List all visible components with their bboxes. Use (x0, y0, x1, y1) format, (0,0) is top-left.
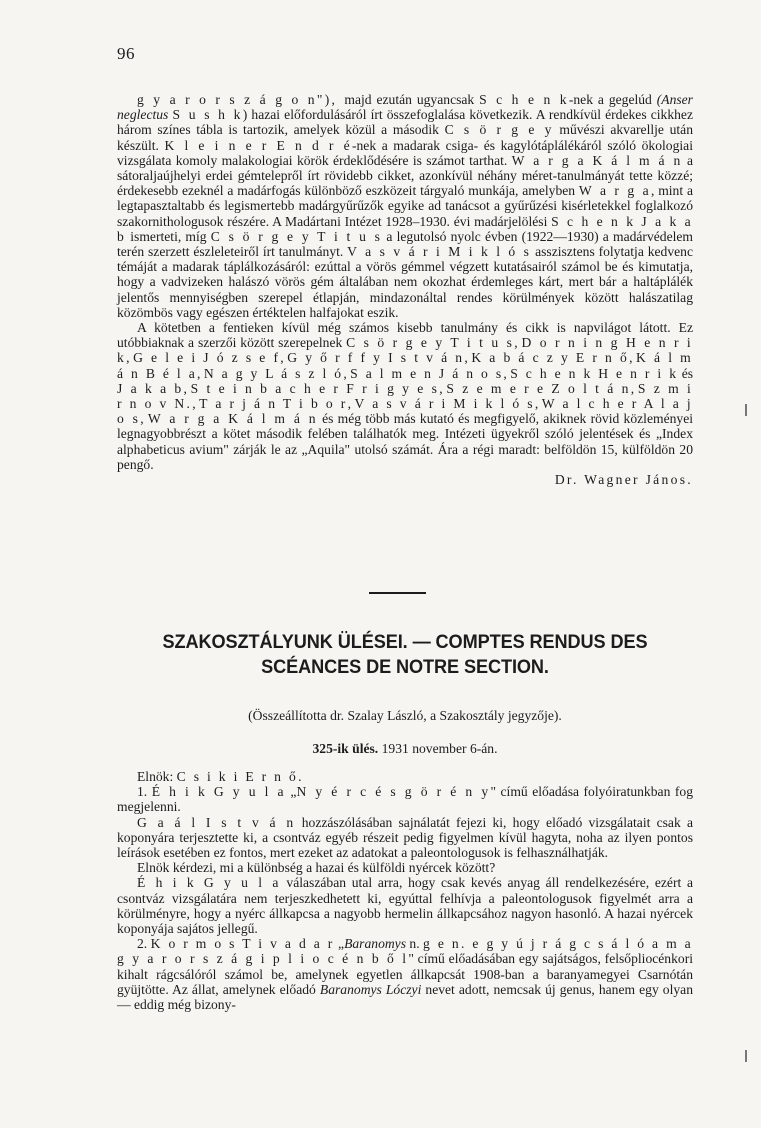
text-run: S c h e n k J a k a b (117, 213, 693, 244)
text-run: , (503, 365, 511, 381)
text-run: K o r m o s T i v a d a r (150, 936, 335, 952)
text-run: , (534, 396, 542, 412)
text-run: É h i k G y u l a (137, 875, 281, 891)
review-paragraph (117, 320, 693, 472)
text-run: Elnök kérdezi, mi a különbség a hazai és külföldi nyércek között? (137, 860, 496, 876)
text-run: Elnök: (137, 769, 177, 784)
text-run: N a g y L á s z l ó (203, 365, 344, 381)
text-run: C s i k i E r n ő (176, 769, 299, 784)
session-number: 325-ik ülés. (312, 741, 379, 756)
text-run: T a r j á n T i b o r (199, 396, 348, 412)
text-run: , (197, 365, 204, 381)
text-run: V a s v á r i M i k l ó s (354, 396, 535, 412)
review-paragraph (117, 92, 693, 320)
text-run: ) hazai előfordulásáról írt összefoglalása következik. A rendkívül érdekes cikkhez három színes tábla is tartozik, amelyek közül a második (117, 107, 693, 138)
text-run: S c h e n k (479, 92, 569, 107)
text-run: K a b á c z y E r n ő (471, 350, 630, 366)
text-run: N y é r c é s g ö r é n y (296, 784, 491, 800)
text-run: , (347, 396, 355, 412)
minutes-paragraph (117, 936, 693, 1012)
text-run: g y a r o r s z á g o n"), (137, 92, 345, 107)
text-run: művészi akvarellje után készült. (117, 122, 693, 153)
session-minutes (117, 769, 693, 1012)
text-run: válaszában utal arra, hogy csak kevés anyag áll rendelkezésére, ezért a csontváz vizsgálatára nem terjeszkedhetett ki, egyúttal felhívja a paleontologusok figyelmét arra a körülményre, hogy a nyérc állkapcsa a nagyobb hermelin állkapcsához nagyon hasonló. A hazai nyércek koponyája sajátos jellegű. (117, 875, 693, 937)
scan-margin-mark (745, 404, 747, 416)
scan-margin-mark (745, 1050, 747, 1062)
text-run: A kötetben a fentieken kívül még számos kisebb tanulmány és cikk is napvilágot látott. Ez utóbbiaknak a szerzői között szerepelnek (117, 320, 693, 351)
text-run: n. (406, 936, 424, 952)
text-run: nevet adott, nemcsak új genus, hanem egy olyan — eddig még bizony- (117, 981, 693, 1013)
session-header (117, 741, 693, 757)
minutes-body (117, 769, 693, 1012)
text-run: , (464, 350, 472, 366)
text-run: , mint a legtapasztaltabb és legismertebb madárgyűrűzők egyike ad tanácsot a gyűrűzési kisérletekkel foglalkozó szakornithologusok részére. A Madártani Intézet 1928–1930. évi madárjelölési (117, 183, 693, 229)
text-run: a legutolsó nyolc évben (1922—1930) a madárvédelem terén szerzett észleleteiről írt tanulmányt. (117, 228, 694, 260)
text-run: " című előadása folyóiratunkban fog megjelenni. (117, 784, 694, 815)
text-run: „ (334, 936, 345, 952)
text-run: (Anser neglectus (117, 92, 693, 123)
text-run: , (630, 380, 638, 396)
text-run: G e l e i J ó z s e f (133, 350, 281, 366)
section-divider (369, 592, 426, 594)
text-run: K l e i n e r E n d r é (164, 137, 352, 153)
text-run: C s ö r g e y T i t u s (346, 335, 515, 351)
text-run: , (192, 396, 200, 412)
text-run: , (343, 365, 351, 381)
text-run: W a r g a K á l m á n (511, 152, 683, 168)
text-run: és még több más kutató és megfigyelő, akiknek rövid közleményei legnagyobbrészt a kötet második felében találhatók meg. Intézeti ügyekről szóló jelentések és „Index alphabeticus avium" zárják le az „Aquila" utolsó számát. Ára a régi maradt: belföldön 15, külföldön 20 pengő. (117, 411, 694, 472)
text-run: É h i k G y u l a (151, 784, 286, 800)
text-run: , (439, 380, 447, 396)
text-run: , (629, 350, 637, 366)
minutes-paragraph (117, 815, 693, 861)
compiled-by-note: (Összeállította dr. Szalay László, a Szakosztály jegyzője). (248, 708, 562, 723)
session-date: 1931 november 6-án. (378, 741, 498, 756)
text-run: Baranomys Lóczyi (319, 981, 422, 997)
text-run: C s ö r g e y (444, 122, 554, 138)
text-run: K á l m á n B é l a (117, 350, 694, 381)
text-run: D o r n i n g H e n r i k (117, 335, 694, 366)
text-run: J a k a b (117, 380, 184, 396)
text-run: , (514, 335, 522, 351)
text-run: ismerteti, míg (126, 228, 211, 244)
text-run: S z m i r n o v N. (117, 380, 694, 412)
text-run: g e n. e g y ú j r á g c s á l ó a m a g y a r o r s z á g i p l i o c é n b ő l (117, 936, 694, 967)
review-signature: Dr. Wagner János. (554, 472, 693, 488)
section-heading: SZAKOSZTÁLYUNK ÜLÉSEI. — COMPTES RENDUS DES SCÉANCES DE NOTRE SECTION. (162, 631, 648, 678)
text-run: „ (285, 784, 297, 800)
text-run: , (280, 350, 288, 366)
text-run: G y ő r f f y I s t v á n (287, 350, 465, 366)
book-review (117, 92, 693, 487)
text-run: , (126, 350, 134, 366)
text-run: majd ezután ugyancsak (344, 92, 480, 107)
text-run: S z e m e r e Z o l t á n (446, 380, 631, 396)
text-run: a sátoraljaújhelyi erdei gémtelepről írt rövidebb cikket, azonkívül néhány méret-tanulmányát tette közzé; érdekesebb ezeknél a madárfogás különböző eszközeit tárgyaló munkája, amelyben (117, 152, 693, 199)
text-run: -nek a gegelúd (568, 92, 657, 107)
text-run: , (183, 380, 191, 396)
text-run: . (298, 769, 302, 784)
text-run: 1. (137, 784, 152, 800)
text-run: 2. (137, 936, 151, 952)
minutes-paragraph (117, 875, 693, 936)
text-run: asszisztens folytatja kedvenc témáját a madarak táplálkozásáról: ezúttal a vörös gémmel végzett kutatásairól számol be és kimutatja, hogy a vadvizeken halászó vörös gém általában nem okozhat érdemleges kárt, mert bár a haltáplálék jelentős mennyiségben szerepel étlapján, mindazonáltal rendes körülmények között halászatilag közömbös vagy egészen értéktelen halfajokat eszik. (117, 244, 693, 320)
text-run: " című előadásában egy sajátságos, felsőpliocénkori kihalt rágcsálóról számol be, amelynek egyetlen állkapcsát 1908-ban a baranyamegyei Csarnótán gyüjtötte. Az állat, amelynek előadó (117, 951, 693, 997)
minutes-paragraph (117, 860, 693, 875)
text-run: , (140, 411, 148, 427)
text-run: W a r g a K á l m á n (147, 411, 318, 427)
minutes-paragraph (117, 784, 693, 814)
text-run: S t e i n b a c h e r F r i g y e s (190, 380, 440, 396)
text-run: S a l m e n J á n o s (350, 365, 504, 381)
text-run: S u s h k (172, 107, 243, 123)
text-run: W a r g a (578, 183, 651, 199)
text-run: W a l c h e r A l a j o s (117, 396, 693, 427)
text-run: G a á l I s t v á n (137, 814, 296, 830)
text-run: S c h e n k H e n r i k (510, 365, 679, 381)
text-run: hozzászólásában sajnálatát fejezi ki, hogy előadó vizsgálatait csak a koponyára terjesztette ki, a csontváz egyéb részeit pedig figyelmen kívül hagyta, noha az ilyen pontos leírások esetében ez fontos, mert ezeket az adatokat a paleontologusok is felhasználhatják. (117, 814, 694, 861)
minutes-paragraph (117, 769, 693, 784)
page-number: 96 (117, 44, 135, 63)
text-run: Baranomys (344, 936, 407, 952)
review-body (117, 92, 693, 472)
text-run: C s ö r g e y T i t u s (210, 228, 383, 244)
text-run: -nek a madarak csiga- és kagylótáplálékáról szóló ökologiai vizsgálata komoly malakologiai körök érdeklődésére is számot tarthat. (117, 137, 693, 168)
text-run: V a s v á r i M i k l ó s (347, 244, 532, 260)
text-run: és (678, 365, 694, 381)
